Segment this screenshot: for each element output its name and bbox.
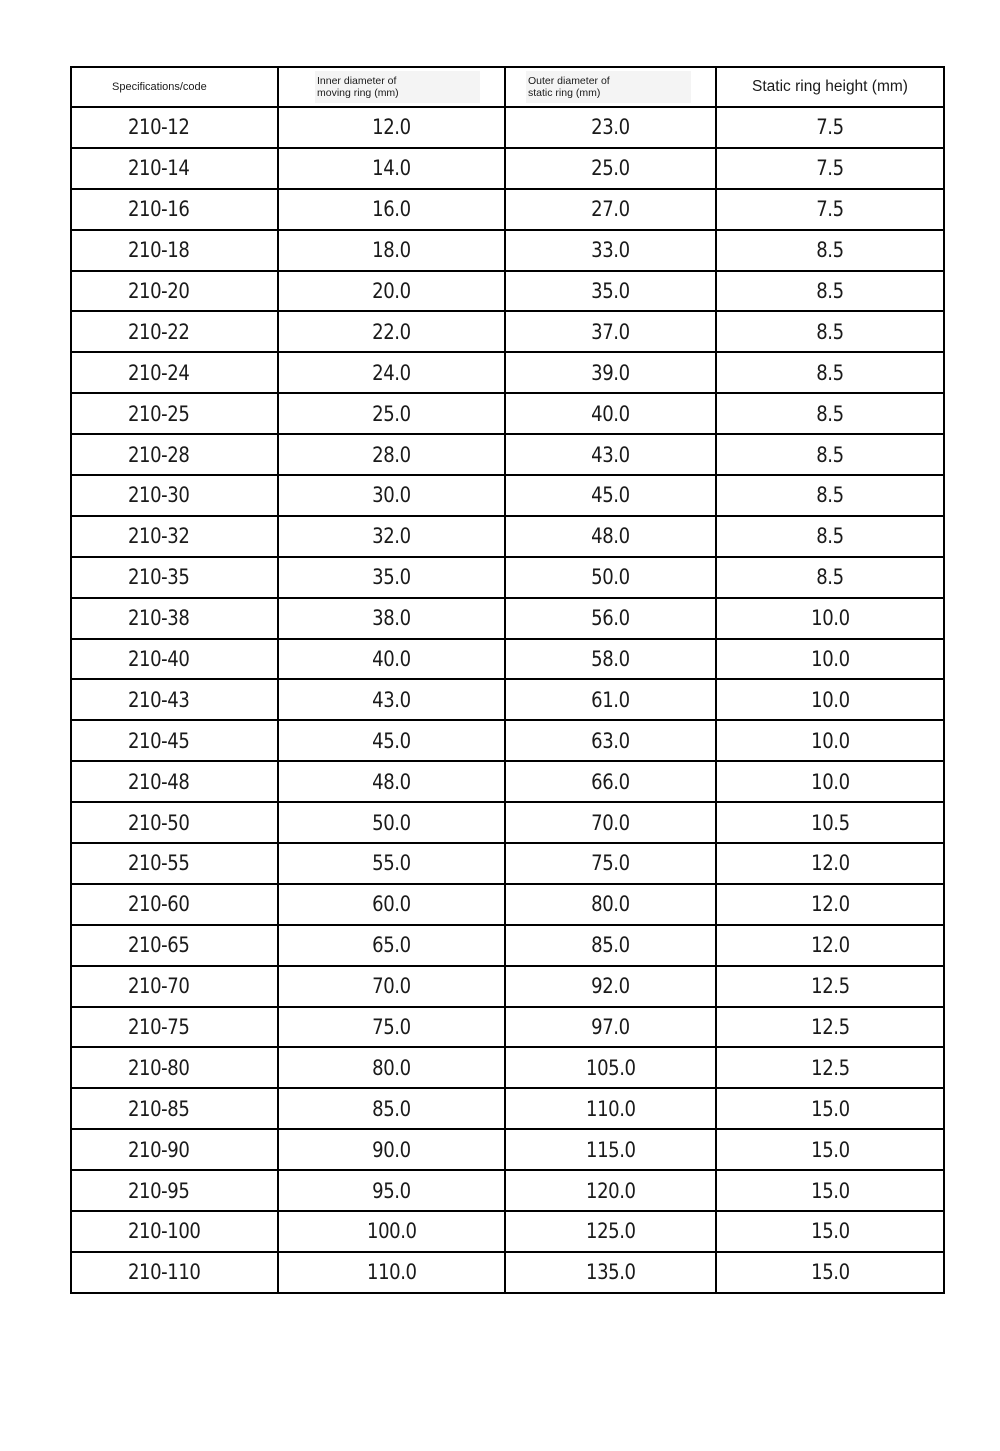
spec-code-cell [71,1211,278,1252]
inner-diameter-cell-text: 30.0 [372,483,411,508]
inner-diameter-cell [278,1047,505,1088]
outer-diameter-cell [505,434,716,475]
inner-diameter-cell-text: 90.0 [372,1137,411,1162]
outer-diameter-cell-text: 92.0 [591,974,630,999]
inner-diameter-cell [278,1211,505,1252]
spec-code-cell [71,475,278,516]
outer-diameter-cell [505,925,716,966]
spec-code-cell-text: 210-110 [128,1260,201,1285]
inner-diameter-cell-text: 35.0 [372,565,411,590]
header-outer-diameter-line1: Outer diameter of [528,75,610,87]
ring-height-cell [716,761,944,802]
inner-diameter-cell [278,434,505,475]
ring-height-cell-text: 8.5 [816,238,844,263]
outer-diameter-cell [505,1047,716,1088]
inner-diameter-cell-text: 38.0 [372,606,411,631]
spec-code-cell [71,107,278,148]
spec-code-cell [71,148,278,189]
outer-diameter-cell [505,1088,716,1129]
outer-diameter-cell-text: 61.0 [591,687,630,712]
table-row [71,516,944,557]
spec-code-cell-text: 210-40 [128,647,190,672]
ring-height-cell-text: 7.5 [816,197,844,222]
table-row [71,1211,944,1252]
spec-code-cell [71,966,278,1007]
inner-diameter-cell [278,352,505,393]
ring-height-cell-text: 8.5 [816,524,844,549]
spec-code-cell [71,802,278,843]
outer-diameter-cell-text: 125.0 [585,1219,636,1244]
outer-diameter-cell [505,1252,716,1293]
spec-code-cell-text: 210-18 [128,238,190,263]
inner-diameter-cell-text: 75.0 [372,1015,411,1040]
ring-height-cell [716,1129,944,1170]
outer-diameter-cell [505,230,716,271]
ring-height-cell-text: 8.5 [816,279,844,303]
ring-height-cell [716,802,944,843]
table-row [71,720,944,761]
spec-code-cell [71,1170,278,1211]
ring-height-cell [716,925,944,966]
ring-height-cell [716,434,944,475]
table-body [71,107,944,1293]
spec-code-cell-text: 210-70 [128,974,190,999]
spec-code-cell-text: 210-85 [128,1096,190,1121]
inner-diameter-cell-text: 100.0 [366,1219,417,1244]
outer-diameter-cell [505,271,716,312]
ring-height-cell-text: 12.0 [810,933,850,958]
inner-diameter-cell [278,925,505,966]
ring-height-cell-text: 15.0 [810,1178,850,1203]
table-row [71,843,944,884]
outer-diameter-cell [505,598,716,639]
spec-code-cell [71,598,278,639]
header-static-ring-height: Static ring height (mm) [716,67,944,107]
spec-code-cell-text: 210-25 [128,401,190,426]
spec-code-cell [71,679,278,720]
outer-diameter-cell [505,802,716,843]
header-inner-diameter-line2: moving ring (mm) [317,87,399,99]
table-row [71,1252,944,1293]
inner-diameter-cell [278,557,505,598]
ring-height-cell [716,557,944,598]
inner-diameter-cell [278,148,505,189]
ring-height-cell [716,1088,944,1129]
outer-diameter-cell [505,352,716,393]
ring-height-cell-text: 10.0 [810,687,850,712]
table-row [71,557,944,598]
table-row [71,189,944,230]
outer-diameter-cell [505,720,716,761]
ring-height-cell [716,1047,944,1088]
outer-diameter-cell [505,966,716,1007]
spec-code-cell [71,720,278,761]
inner-diameter-cell-text: 18.0 [372,238,411,263]
header-specifications-code: Specifications/code [71,67,278,107]
ring-height-cell-text: 12.0 [810,851,850,876]
inner-diameter-cell [278,1170,505,1211]
inner-diameter-cell [278,516,505,557]
spec-code-cell [71,843,278,884]
table-row [71,639,944,680]
table-row [71,1129,944,1170]
ring-height-cell [716,1170,944,1211]
ring-height-cell-text: 12.5 [810,1015,850,1040]
inner-diameter-cell [278,393,505,434]
outer-diameter-cell-text: 105.0 [585,1055,636,1080]
outer-diameter-cell-text: 40.0 [591,401,630,426]
inner-diameter-cell-text: 50.0 [372,810,411,835]
spec-code-cell-text: 210-95 [128,1178,190,1203]
outer-diameter-cell-text: 80.0 [591,892,630,917]
spec-code-cell [71,925,278,966]
inner-diameter-cell-text: 24.0 [372,360,411,385]
ring-height-cell [716,843,944,884]
ring-height-cell-text: 10.0 [810,647,850,672]
spec-code-cell [71,230,278,271]
outer-diameter-cell [505,1211,716,1252]
ring-height-cell-text: 8.5 [816,360,844,385]
spec-code-cell-text: 210-90 [128,1137,190,1162]
inner-diameter-cell-text: 95.0 [372,1178,411,1203]
inner-diameter-cell-text: 16.0 [372,197,411,222]
ring-height-cell-text: 8.5 [816,442,844,467]
spec-code-cell [71,557,278,598]
inner-diameter-cell [278,598,505,639]
ring-height-cell-text: 15.0 [810,1219,850,1244]
inner-diameter-cell [278,679,505,720]
spec-code-cell-text: 210-20 [128,279,190,303]
outer-diameter-cell-text: 45.0 [591,483,630,508]
spec-code-cell-text: 210-45 [128,728,190,753]
inner-diameter-cell [278,189,505,230]
outer-diameter-cell [505,1129,716,1170]
header-outer-diameter-static-ring [505,67,716,107]
inner-diameter-cell-text: 85.0 [372,1096,411,1121]
table-row [71,925,944,966]
ring-height-cell [716,884,944,925]
outer-diameter-cell-text: 50.0 [591,565,630,590]
outer-diameter-cell-text: 135.0 [585,1260,636,1285]
ring-height-cell-text: 8.5 [816,401,844,426]
table-row [71,679,944,720]
spec-code-cell-text: 210-65 [128,933,190,958]
spec-code-cell-text: 210-75 [128,1015,190,1040]
table-row [71,475,944,516]
spec-code-cell [71,393,278,434]
header-inner-diameter-line1: Inner diameter of [317,75,397,87]
inner-diameter-cell-text: 43.0 [372,687,411,712]
ring-height-cell [716,639,944,680]
ring-height-cell-text: 7.5 [816,156,844,181]
outer-diameter-cell [505,639,716,680]
ring-height-cell-text: 10.0 [810,606,850,631]
outer-diameter-cell-text: 97.0 [591,1015,630,1040]
inner-diameter-cell-text: 60.0 [372,892,411,917]
inner-diameter-cell-text: 65.0 [372,933,411,958]
outer-diameter-cell-text: 39.0 [591,360,630,385]
ring-height-cell [716,475,944,516]
ring-height-cell [716,107,944,148]
outer-diameter-cell [505,761,716,802]
ring-height-cell [716,679,944,720]
outer-diameter-cell [505,557,716,598]
spec-code-cell [71,884,278,925]
spec-code-cell-text: 210-24 [128,360,190,385]
outer-diameter-cell-text: 48.0 [591,524,630,549]
inner-diameter-cell [278,1007,505,1048]
outer-diameter-cell-text: 37.0 [591,319,630,344]
inner-diameter-cell [278,884,505,925]
spec-code-cell [71,434,278,475]
ring-height-cell [716,148,944,189]
outer-diameter-cell-text: 115.0 [585,1137,636,1162]
ring-height-cell [716,1007,944,1048]
outer-diameter-cell [505,679,716,720]
spec-code-cell [71,639,278,680]
ring-height-cell-text: 12.5 [810,974,850,999]
table-row [71,393,944,434]
table-row [71,598,944,639]
outer-diameter-cell-text: 58.0 [591,647,630,672]
inner-diameter-cell [278,720,505,761]
ring-height-cell-text: 15.0 [810,1260,850,1285]
spec-code-cell [71,1047,278,1088]
spec-code-cell-text: 210-22 [128,319,190,344]
outer-diameter-cell [505,107,716,148]
outer-diameter-cell [505,1170,716,1211]
ring-height-cell [716,271,944,312]
inner-diameter-cell-text: 12.0 [372,115,411,140]
inner-diameter-cell [278,475,505,516]
table-row [71,761,944,802]
inner-diameter-cell-text: 25.0 [372,401,411,426]
inner-diameter-cell-text: 80.0 [372,1055,411,1080]
spec-code-cell [71,761,278,802]
spec-code-cell-text: 210-43 [128,687,190,712]
spec-code-cell [71,271,278,312]
ring-height-cell [716,230,944,271]
inner-diameter-cell [278,802,505,843]
inner-diameter-cell [278,107,505,148]
outer-diameter-cell-text: 120.0 [585,1178,636,1203]
inner-diameter-cell-text: 45.0 [372,728,411,753]
table-header-row [71,67,944,107]
outer-diameter-cell [505,1007,716,1048]
outer-diameter-cell-text: 75.0 [591,851,630,876]
inner-diameter-cell [278,230,505,271]
inner-diameter-cell-text: 32.0 [372,524,411,549]
outer-diameter-cell [505,148,716,189]
outer-diameter-cell [505,884,716,925]
spec-code-cell [71,352,278,393]
inner-diameter-cell-text: 28.0 [372,442,411,467]
outer-diameter-cell [505,843,716,884]
spec-code-cell-text: 210-60 [128,892,190,917]
ring-height-cell [716,311,944,352]
table-row [71,1007,944,1048]
table-row [71,271,944,312]
ring-height-cell-text: 8.5 [816,483,844,508]
spec-code-cell-text: 210-14 [128,156,190,181]
outer-diameter-cell [505,475,716,516]
ring-height-cell [716,352,944,393]
inner-diameter-cell-text: 14.0 [372,156,411,181]
spec-code-cell-text: 210-35 [128,565,190,590]
spec-code-cell [71,1129,278,1170]
outer-diameter-cell-text: 70.0 [591,810,630,835]
ring-height-cell [716,516,944,557]
table-row [71,802,944,843]
spec-code-cell-text: 210-30 [128,483,190,508]
inner-diameter-cell [278,639,505,680]
spec-code-cell-text: 210-80 [128,1055,190,1080]
spec-code-cell [71,311,278,352]
table-row [71,966,944,1007]
outer-diameter-cell-text: 23.0 [591,115,630,140]
outer-diameter-cell [505,311,716,352]
ring-height-cell [716,1252,944,1293]
spec-code-cell-text: 210-100 [128,1219,201,1244]
spec-code-cell-text: 210-16 [128,197,190,222]
inner-diameter-cell-text: 110.0 [366,1260,417,1285]
inner-diameter-cell [278,761,505,802]
table-row [71,148,944,189]
outer-diameter-cell-text: 56.0 [591,606,630,631]
ring-height-cell [716,598,944,639]
spec-code-cell [71,1088,278,1129]
header-inner-diameter-moving-ring [278,67,505,107]
table-row [71,1088,944,1129]
inner-diameter-cell [278,966,505,1007]
outer-diameter-cell-text: 27.0 [591,197,630,222]
inner-diameter-cell [278,1129,505,1170]
ring-height-cell-text: 15.0 [810,1096,850,1121]
spec-code-cell-text: 210-50 [128,810,190,835]
ring-height-cell [716,966,944,1007]
header-outer-diameter-line2: static ring (mm) [528,87,601,99]
spec-code-cell-text: 210-12 [128,115,190,140]
outer-diameter-cell [505,189,716,230]
inner-diameter-cell [278,311,505,352]
outer-diameter-cell [505,516,716,557]
ring-height-cell-text: 12.5 [810,1055,850,1080]
ring-height-cell-text: 8.5 [816,319,844,344]
inner-diameter-cell-text: 40.0 [372,647,411,672]
spec-code-cell-text: 210-55 [128,851,190,876]
table-row [71,884,944,925]
outer-diameter-cell-text: 33.0 [591,238,630,263]
ring-height-cell-text: 12.0 [810,892,850,917]
table-row [71,107,944,148]
table-row [71,434,944,475]
spec-code-cell [71,189,278,230]
spec-code-cell [71,516,278,557]
ring-height-cell [716,189,944,230]
ring-height-cell-text: 7.5 [816,115,844,140]
outer-diameter-cell-text: 43.0 [591,442,630,467]
inner-diameter-cell-text: 20.0 [372,279,411,303]
table-row [71,1170,944,1211]
outer-diameter-cell-text: 25.0 [591,156,630,181]
spec-code-cell [71,1252,278,1293]
table-row [71,311,944,352]
inner-diameter-cell [278,1252,505,1293]
ring-height-cell-text: 15.0 [810,1137,850,1162]
outer-diameter-cell-text: 63.0 [591,728,630,753]
spec-code-cell-text: 210-48 [128,769,190,794]
ring-height-cell [716,393,944,434]
spec-code-cell-text: 210-32 [128,524,190,549]
ring-height-cell-text: 10.0 [810,769,850,794]
outer-diameter-cell-text: 66.0 [591,769,630,794]
inner-diameter-cell-text: 48.0 [372,769,411,794]
ring-height-cell-text: 10.0 [810,728,850,753]
outer-diameter-cell-text: 85.0 [591,933,630,958]
outer-diameter-cell [505,393,716,434]
table-row [71,1047,944,1088]
inner-diameter-cell [278,271,505,312]
specification-table [70,66,945,1294]
spec-code-cell-text: 210-38 [128,606,190,631]
outer-diameter-cell-text: 110.0 [585,1096,636,1121]
table-row [71,230,944,271]
inner-diameter-cell-text: 22.0 [372,319,411,344]
inner-diameter-cell-text: 55.0 [372,851,411,876]
ring-height-cell [716,720,944,761]
spec-code-cell [71,1007,278,1048]
ring-height-cell-text: 10.5 [810,810,850,835]
ring-height-cell [716,1211,944,1252]
inner-diameter-cell [278,843,505,884]
spec-code-cell-text: 210-28 [128,442,190,467]
inner-diameter-cell [278,1088,505,1129]
inner-diameter-cell-text: 70.0 [372,974,411,999]
table-row [71,352,944,393]
outer-diameter-cell-text: 35.0 [591,279,630,303]
ring-height-cell-text: 8.5 [816,565,844,590]
